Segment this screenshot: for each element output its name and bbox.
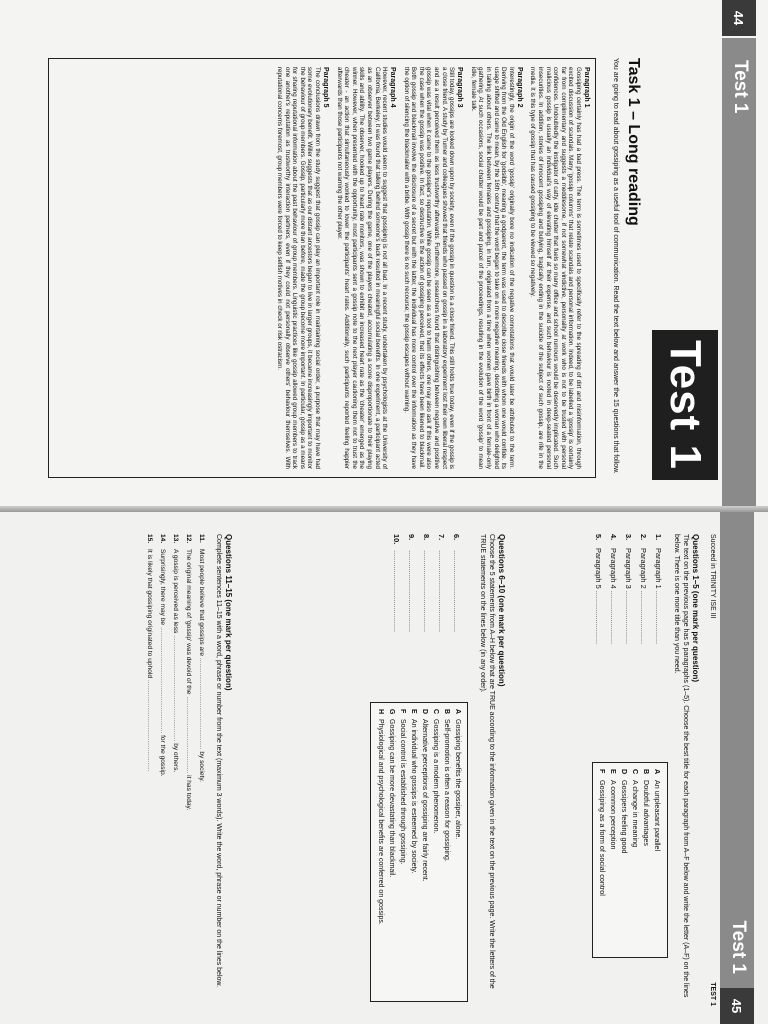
question-label: Paragraph 5 <box>594 548 603 589</box>
statement: BSelf-promotion is often a reason for gossiping. <box>443 709 450 862</box>
page-number: 45 <box>720 988 754 1024</box>
paragraph <box>275 67 330 469</box>
paragraph <box>402 67 464 469</box>
question-label: Paragraph 4 <box>609 548 618 589</box>
fill-in-sentence[interactable]: 15.It is likely that gossiping originated to uphold .................................................. <box>146 534 153 772</box>
answer-line[interactable]: 5.Paragraph 5 .......................... <box>591 534 606 1002</box>
page-number: 44 <box>722 0 756 36</box>
question-number: 10. <box>392 534 401 545</box>
statements-box <box>370 702 468 1002</box>
task-intro: You are going to read about gossiping as a useful tool of communication. Read the text below and answer the 15 questions that follow. <box>612 58 619 474</box>
paragraph <box>529 67 591 469</box>
section-instruction: Complete sentences 11–15 with a word, phrase or number from the text (maximum 3 words). Write the word, phrase or number on the lines below. <box>215 534 222 988</box>
statement: EAn individual who gossips is esteemed by society. <box>410 709 417 874</box>
paragraph <box>335 67 397 469</box>
statement: FSocial control is established through gossiping. <box>399 709 406 865</box>
answer-list <box>143 534 208 1002</box>
title-options-box <box>592 762 668 958</box>
questions-11-15 <box>143 534 233 1002</box>
question-number: 4. <box>609 534 618 541</box>
answer-line[interactable]: 3.Paragraph 3 .......................... <box>621 534 636 1002</box>
option: EA common perception <box>609 769 618 850</box>
answer-line[interactable]: 8. ........................................ <box>419 534 434 1002</box>
test-title-block: Test 1 <box>652 330 718 480</box>
question-label: Paragraph 3 <box>624 548 633 589</box>
reading-text-box <box>48 58 596 478</box>
question-number: 7. <box>437 534 446 541</box>
statement: DAlternative perceptions of gossiping are fairly recent. <box>421 709 428 882</box>
answer-line[interactable]: 7. ........................................ <box>434 534 449 1002</box>
running-head-right: TEST 1 <box>709 982 716 1006</box>
section-heading: Questions 1–5 (one mark per question) <box>691 534 700 683</box>
answer-line[interactable]: 4.Paragraph 4 .......................... <box>606 534 621 1002</box>
question-label: Paragraph 1 <box>654 548 663 589</box>
question-number: 6. <box>452 534 461 541</box>
answer-line[interactable]: 6. ........................................ <box>449 534 464 1002</box>
option: AAn unpleasant parallel <box>653 769 662 852</box>
paragraph-body: The conclusions drawn from the study suggest that gossip can play an important role in maintaining social order, a purpose that may have had some evolutionary benefit. Willer suggests that as our distant ancestors began to live in larger groups, it became increasingly important to monitor the behaviour of group members. Gossip, particularly more than before, made the group become more important. In particular, gossip as a means for sharing reputational information about the past behaviour of group members. Linguistic practices like gossip allowed group members to track one another's reputation as trustworthy interaction partners, even if they could not personally observe others' behaviour themselves. With reputational concerns foremost, group members were forced to keep selfish motives in check or risk ostracism. <box>276 67 321 469</box>
question-number: 9. <box>407 534 416 541</box>
fill-in-sentence[interactable]: 14.Surprisingly, there may be .......................................................... for the gossip. <box>159 534 166 777</box>
paragraph-body: Still today, gossips are looked down upon by society, even if the gossip in question is a close friend. This still holds true today, even if the gossip is a close friend. A study by Turner and colleagues showed that friends who passed on gossip in a laboratory experiment lost their own liberal respect and as a result perceived them as less trustworthy afterwards. Furthermore, researchers found that distinguishing between negative and positive gossip was vital when it came to the gossiper's reputation. While gossip can be seen as a tool to harm others, one may also ask if this were also the case when the gossip was positive. In fact, so destructive is the action of gossiping perceived, that its effects have been likened to blackmail. Both gossip and blackmail involve the disclosure of a secret but with the latter, the individual has more control over the information as they have the option of silencing the blackmailer with a bribe. With gossip there is no such recourse; the gossip escapes without warning. <box>402 67 456 469</box>
answer-line[interactable]: 10. ........................................ <box>389 534 404 1002</box>
running-head: Succeed in TRINITY ISE III <box>709 534 716 619</box>
fill-in-sentence[interactable]: 11.Most people believe that gossips are .................................................. by society. <box>198 534 205 782</box>
statement: HPhysiological and psychological benefits are conferred on gossips. <box>377 709 384 925</box>
paragraph-heading: Paragraph 3 <box>456 67 464 108</box>
paragraph-heading: Paragraph 4 <box>389 67 397 108</box>
section-instruction: Choose the 5 statements from A–H below that are TRUE according to the information given in the text on the previous page. Write the letters of the TRUE statements on the lines below (in any order). <box>479 534 495 989</box>
question-number: 1. <box>654 534 663 541</box>
paragraph-heading: Paragraph 5 <box>321 67 329 108</box>
answer-line[interactable]: 9. ........................................ <box>404 534 419 1002</box>
question-number: 5. <box>594 534 603 541</box>
answer-line[interactable]: 2.Paragraph 2 .......................... <box>636 534 651 1002</box>
statement: CGossiping is a modern phenomenon. <box>432 709 439 834</box>
paragraph <box>469 67 524 469</box>
paragraph-heading: Paragraph 2 <box>515 67 523 108</box>
question-number: 3. <box>624 534 633 541</box>
option: DGossipers feeling good <box>620 769 629 854</box>
section-instruction: The text on the previous page has 5 paragraphs (1–5). Choose the best title for each paragraph from A–F below and write the letter (A–F) on the lines below. There is one more title than you need. <box>673 534 689 998</box>
answer-line[interactable]: 1.Paragraph 1 .......................... <box>651 534 666 1002</box>
paragraph-body: Gossiping certainly has had a bad press. The term is sometimes used to specifically refer to the spreading of dirt and misinformation, through excited discussion of scandals. Many 'gossip columns' that relate scandals and personal information. Indeed, to be labelled a 'gossip' is certainly far from complimentary and suggests a meddlesome, if not somewhat vindictive, personality at work who is not to be trusted with personal confidences. Undoubtedly the instigator of catty, idle chatter that fuels so many office and school rumours would be deservedly implicated. Such malicious gossip is usually an individual's way of elevating himself at their expense, and such behaviour is rooted in deep-seated personal insecurities. In addition, stories of innocent gossiping and bullying, tragically ending in the suicide of the subject of such gossip, are rife in the media. It is this type of gossip that has caused gossiping to be viewed so negatively. <box>529 67 582 469</box>
question-number: 2. <box>639 534 648 541</box>
statement: AGossiping benefits the gossiper, alone. <box>454 709 461 840</box>
statement: GGossiping can be more devastating than blackmail. <box>388 709 395 878</box>
paragraph-body: Interestingly, the origin of the word 'gossip' originally bore no indication of the negative connotations that would later be attributed to the term. Deriving from the Old English for 'godsibb', meaning a godparent, the term was used to describe close friends with whom one would confide. Its usage shifted and came to mean, by the 16th century that the word began to take on a more negative meaning, describing a woman who delighted in talking about others. The link between females and gossiping, in turn, originated from a time when women gave birth in front of a female-only gathering. At such occasions, social chatter would be part and parcel of the proceedings, resulting in the evolution of the word 'gossip' to mean idle, female talk. <box>469 67 515 469</box>
task-title: Task 1 – Long reading <box>625 58 642 226</box>
question-number: 8. <box>422 534 431 541</box>
option: CA change in meaning <box>631 769 640 848</box>
fill-in-sentence[interactable]: 13.A gossip is perceived as less .......................................................... by others. <box>172 534 179 773</box>
section-heading: Questions 6–10 (one mark per question) <box>497 534 506 687</box>
question-label: Paragraph 2 <box>639 548 648 589</box>
header-title: Test 1 <box>728 920 749 974</box>
right-page <box>0 512 768 1024</box>
header-title: Test 1 <box>730 60 751 114</box>
paragraph-heading: Paragraph 1 <box>583 67 590 108</box>
option: FGossiping as a form of social control <box>598 769 607 896</box>
paragraph-body: However, recent studies would seem to suggest that gossiping is not all bad. In a recent study, undertaken by psychologists at the University of California, Berkeley, it was found that talking behind someone's back resulted in meaningful social benefits. In one experiment, a participant acted as an observer between two game players. During the game, one of the players cheated, accumulating a score disproportionate to their playing skills and ability. The observer, hooked up to heart rate monitors, was shown to exhibit an increased heart rate as the 'cheater' emerged as the winner. However, when presented with the opportunity, most participants sent a gossip note to the next player cautioning them not to trust the cheater - an action that simultaneously worked to lower the participants' heart rates. Additionally, such participants reported feeling happier afterwards than those participants not warning the other player. <box>335 67 389 469</box>
fill-in-sentence[interactable]: 12.The original meaning of 'gossip' was devoid of the .......................................... it has today. <box>185 534 192 811</box>
section-heading: Questions 11–15 (one mark per question) <box>224 534 233 691</box>
option: BDoubtful advantages <box>642 769 651 846</box>
